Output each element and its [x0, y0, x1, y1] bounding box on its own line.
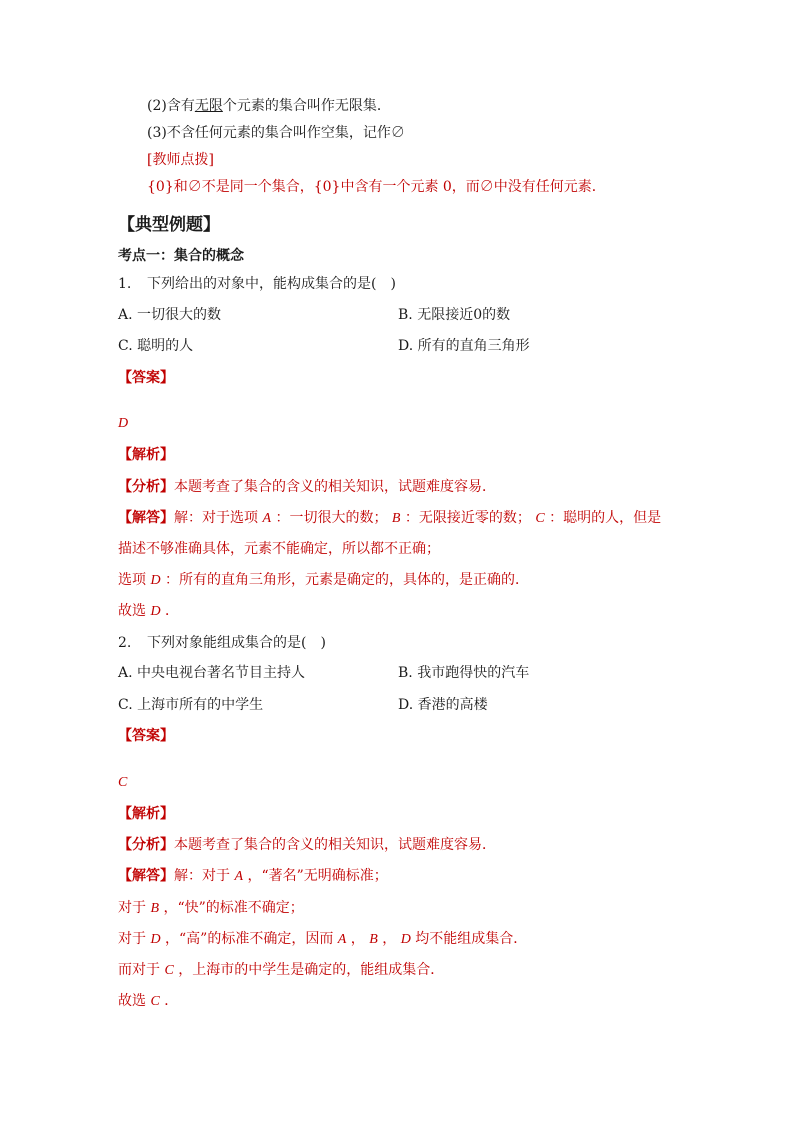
note-infinite-set [147, 96, 391, 116]
q2-jieda-line-3 [118, 929, 527, 950]
fenxi-text: 本题考查了集合的含义的相关知识，试题难度容易． [174, 479, 496, 495]
text: 均不能组成集合． [410, 931, 528, 947]
question-1-stem [118, 274, 396, 294]
teacher-tip-label: [教师点拨] [147, 152, 214, 168]
text: 解：对于选项 [174, 510, 263, 526]
var-b: B [369, 932, 378, 947]
question-2-stem [118, 633, 326, 653]
jieda-label: 【解答】 [118, 510, 174, 526]
text: ：所有的直角三角形，元素是确定的，具体的，是正确的． [160, 572, 530, 588]
section-title: 【典型例题】 [118, 215, 220, 235]
q2-answer-value: C [118, 775, 128, 790]
text: ，“快”的标准不确定； [159, 900, 304, 916]
q1-answer-value: D [118, 416, 129, 431]
q2-jieda-line-1 [118, 866, 388, 887]
q1-fenxi [118, 477, 496, 497]
text: ：聪明的人，但是 [544, 510, 662, 526]
text: ， [346, 931, 370, 947]
text: ． [160, 603, 180, 619]
var-d: D [150, 604, 161, 619]
fenxi-text: 本题考查了集合的含义的相关知识，试题难度容易． [174, 837, 496, 853]
question-text: 下列对象能组成集合的是( ) [147, 635, 326, 651]
teacher-tip-text: {0}和∅不是同一个集合，{0}中含有一个元素 0，而∅中没有任何元素． [147, 179, 606, 195]
text: 故选 [118, 603, 151, 619]
var-d: D [400, 932, 411, 947]
text: 而对于 [118, 962, 165, 978]
note-text: (2)含有 [147, 98, 195, 114]
q1-option-c: C. 聪明的人 [118, 338, 194, 354]
jieda-label: 【解答】 [118, 868, 174, 884]
note-empty-set: (3)不含任何元素的集合叫作空集，记作∅ [147, 125, 405, 141]
q1-option-a: A. 一切很大的数 [118, 307, 222, 323]
fenxi-label: 【分析】 [118, 837, 174, 853]
q2-fenxi [118, 835, 496, 855]
q2-option-c: C. 上海市所有的中学生 [118, 697, 264, 713]
text: 对于 [118, 900, 151, 916]
text: ， [377, 931, 401, 947]
q1-jieda-line-1 [118, 508, 661, 529]
text: 故选 [118, 993, 151, 1009]
text: 对于 [118, 931, 151, 947]
q1-option-d: D. 所有的直角三角形 [398, 338, 530, 354]
var-c: C [535, 511, 545, 526]
fenxi-label: 【分析】 [118, 479, 174, 495]
text: ． [159, 993, 179, 1009]
q1-option-b: B. 无限接近0的数 [398, 307, 511, 323]
q2-jieda-line-4 [118, 960, 444, 981]
q2-option-b: B. 我市跑得快的汽车 [398, 665, 530, 681]
text: 解：对于 [174, 868, 235, 884]
var-b: B [150, 901, 160, 916]
text: ：一切很大的数； [271, 510, 392, 526]
text: ，上海市的中学生是确定的，能组成集合． [173, 962, 445, 978]
var-b: B [391, 511, 401, 526]
question-text: 下列给出的对象中，能构成集合的是( ) [147, 276, 396, 292]
var-a: A [234, 869, 244, 884]
question-number: 2. [118, 635, 132, 651]
q1-answer-label: 【答案】 [118, 370, 174, 386]
var-d: D [150, 932, 161, 947]
q1-jieda-line-4 [118, 601, 179, 622]
text: 选项 [118, 572, 151, 588]
text: ，“著名”无明确标准； [243, 868, 388, 884]
q2-jieda-line-5 [118, 991, 178, 1012]
question-number: 1. [118, 276, 132, 292]
q2-jiexi-label: 【解析】 [118, 806, 174, 822]
q1-jiexi-label: 【解析】 [118, 447, 174, 463]
var-c: C [150, 994, 160, 1009]
kaodian-heading: 考点一：集合的概念 [118, 248, 244, 264]
q2-jieda-line-2 [118, 898, 304, 919]
var-a: A [337, 932, 347, 947]
note-underlined-word: 无限 [194, 98, 223, 114]
var-c: C [164, 963, 174, 978]
var-a: A [262, 511, 272, 526]
q1-jieda-line-3 [118, 570, 529, 591]
text: ：无限接近零的数； [400, 510, 536, 526]
q2-answer-label: 【答案】 [118, 728, 174, 744]
q1-jieda-line-2: 描述不够准确具体，元素不能确定，所以都不正确； [118, 541, 440, 557]
q2-option-a: A. 中央电视台著名节目主持人 [118, 665, 306, 681]
var-d: D [150, 573, 161, 588]
q2-option-d: D. 香港的高楼 [398, 697, 488, 713]
note-text: 个元素的集合叫作无限集． [222, 98, 391, 114]
text: ，“高”的标准不确定，因而 [160, 931, 338, 947]
